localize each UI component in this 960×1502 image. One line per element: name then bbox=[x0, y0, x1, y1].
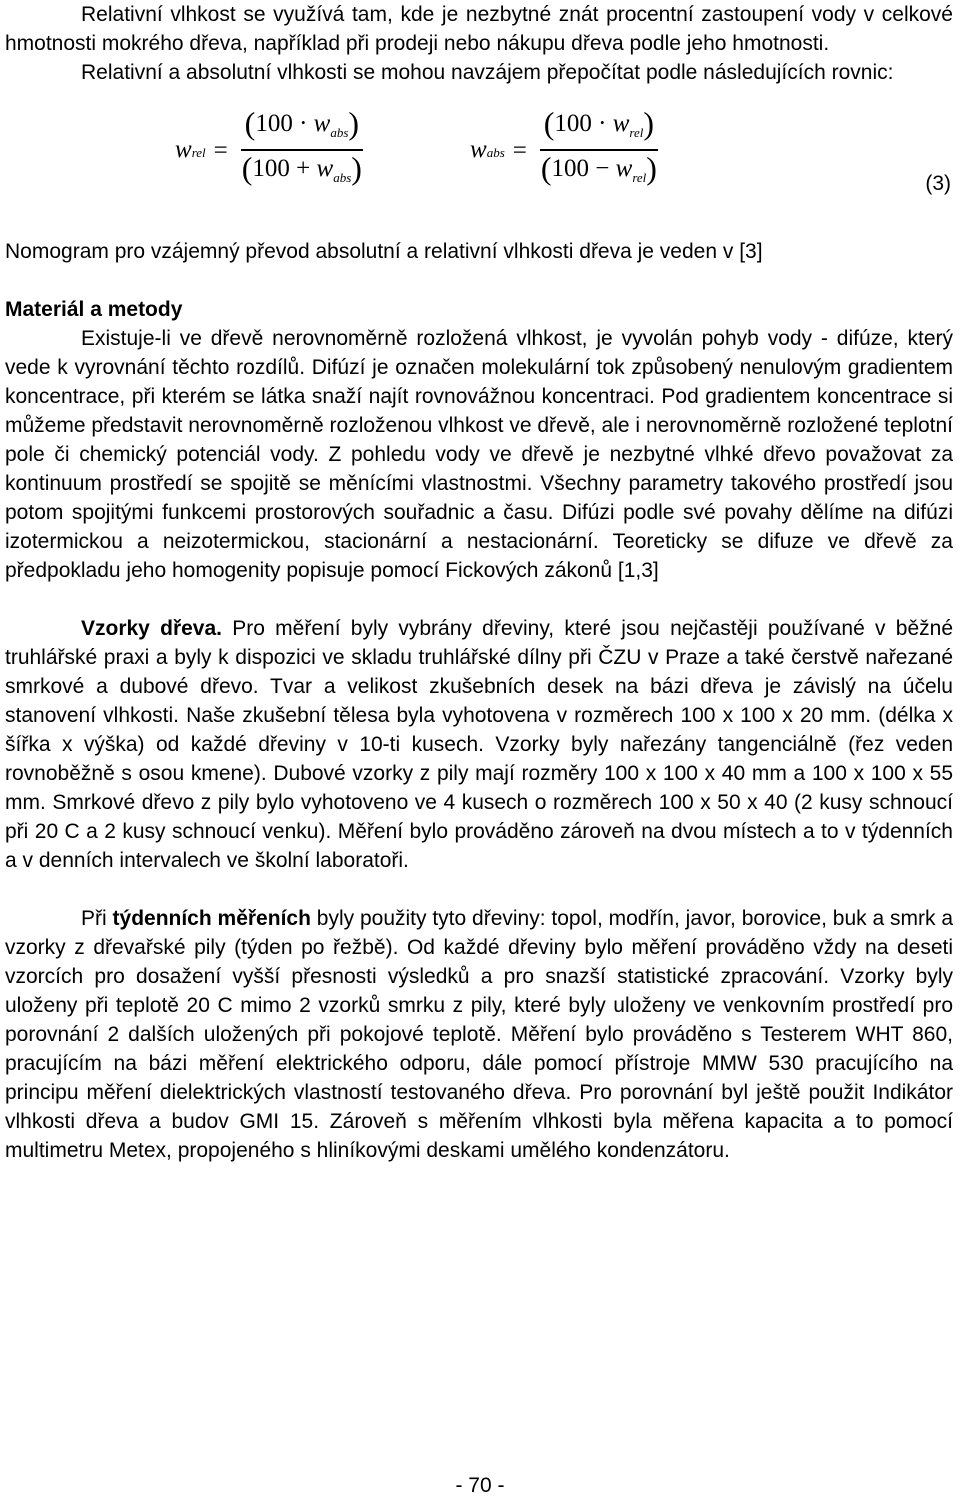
section-heading-materials: Materiál a metody bbox=[5, 298, 183, 321]
equation-absolute-from-relative: w abs = $\frac{(100 \cdot w_{rel})}{(100 - w_{rel})}$ bbox=[470, 109, 661, 192]
paragraph-conversion-intro: Relativní a absolutní vlhkosti se mohou navzájem přepočítat podle následujících rovnic: bbox=[81, 61, 894, 84]
fraction-numerator: $(100 \cdot w_{rel})$ bbox=[540, 109, 658, 151]
equation-block bbox=[5, 87, 953, 237]
equation-fraction bbox=[238, 105, 366, 192]
samples-lead: Vzorky dřeva. bbox=[81, 617, 222, 640]
paragraph-relative-humidity-use: Relativní vlhkost se využívá tam, kde je nezbytné znát procentní zastoupení vody v celkové hmotnosti mokrého dřeva, například při prodeji nebo nákupu dřeva podle jeho hmotnosti. bbox=[5, 3, 953, 55]
equation-lhs: w abs bbox=[470, 135, 505, 163]
weekly-measurements-bold: týdenních měřeních bbox=[112, 907, 311, 930]
fraction-denominator: $(100 + w_{abs})$ bbox=[241, 150, 362, 186]
paragraph-weekly-measurements: Při týdenních měřeních byly použity tyto dřeviny: topol, modřín, javor, borovice, buk a smrk a vzorky z dřevařské pily (týden po řežbě). Od každé dřeviny bylo měření prováděno vždy na deseti vzorcích pro dosažení vyšší přesnosti výsledků a pro snazší statistické zpracování. Vzorky byly uloženy při teplotě 20 C mimo 2 vzorků smrku z pily, které byly uloženy ve venkovním prostředí pro porovnání 2 dalších uložených při pokojové teplotě. Měření bylo prováděno s Testerem WHT 860, pracujícím na bázi měření elektrického odporu, dále pomocí přístroje MMW 530 pracujícího na principu měření dielektrických vlastností testovaného dřeva. Pro porovnání byl ještě použit Indikátor vlhkosti dřeva a budov GMI 15. Zároveň s měřením vlhkosti byla měřena kapacita a to pomocí multimetru Metex, propojeného s hliníkovými deskami umělého kondenzátoru. bbox=[5, 907, 954, 1162]
fraction-denominator: $(100 - w_{rel})$ bbox=[540, 150, 657, 186]
page-number: - 70 - bbox=[455, 1474, 505, 1497]
fraction-numerator: $(100 \cdot w_{abs})$ bbox=[241, 109, 363, 151]
paragraph-samples bbox=[5, 614, 953, 875]
equation-fraction bbox=[537, 105, 661, 192]
document-page bbox=[5, 0, 953, 1165]
equation-number: (3) bbox=[925, 172, 951, 195]
paragraph-nomogram: Nomogram pro vzájemný převod absolutní a relativní vlhkosti dřeva je veden v [3] bbox=[5, 240, 763, 263]
equation-relative-from-absolute: w rel = $\frac{(100 \cdot w_{abs})}{(100 + w_{abs})}$ bbox=[175, 109, 366, 192]
equation-lhs: w rel bbox=[175, 135, 206, 163]
paragraph-diffusion: Existuje-li ve dřevě nerovnoměrně rozložená vlhkost, je vyvolán pohyb vody - difúze, který vede k vyrovnání těchto rozdílů. Difúzí je označen molekulární tok způsobený nenulovým gradientem koncentrace, při kterém se látka snaží najít rovnovážnou koncentraci. Pod gradientem koncentrace si můžeme představit nerovnoměrně rozloženou vlhkost ve dřevě, ale i nerovnoměrně rozložené teplotní pole či chemický potenciál vody. Z pohledu vody ve dřevě je nezbytné vlhké dřevo považovat za kontinuum prostředí se spojitě se měnícími vlastnostmi. Všechny parametry takového prostředí jsou potom spojitými funkcemi prostorových souřadnic a času. Difúzi podle své povahy dělíme na difúzi izotermickou a neizotermickou, stacionární a nestacionární. Teoreticky se difuze ve dřevě za předpokladu jeho homogenity popisuje pomocí Fickových zákonů [1,3] bbox=[5, 327, 953, 582]
samples-body: Pro měření byly vybrány dřeviny, které jsou nejčastěji používané v běžné truhlářské praxi a byly k dispozici ve skladu truhlářské dílny při ČZU v Praze a také čerstvě nařezané smrkové a dubové dřevo. Tvar a velikost zkušebních desek na bázi dřeva je závislý na účelu stanovení vlhkosti. Naše zkušební tělesa byla vyhotovena v rozměrech 100 x 100 x 20 mm. (délka x šířka x výška) od každé dřeviny v 10-ti kusech. Vzorky byly nařezány tangenciálně (řez veden rovnoběžně s osou kmene). Dubové vzorky z pily mají rozměry 100 x 100 x 40 mm a 100 x 100 x 55 mm. Smrkové dřevo z pily bylo vyhotoveno ve 4 kusech o rozměrech 100 x 50 x 40 (2 kusy schnoucí při 20 C a 2 kusy schnoucí venku). Měření bylo prováděno zároveň na dvou místech a to v týdenních a v denních intervalech ve školní laboratoři. bbox=[5, 617, 954, 872]
